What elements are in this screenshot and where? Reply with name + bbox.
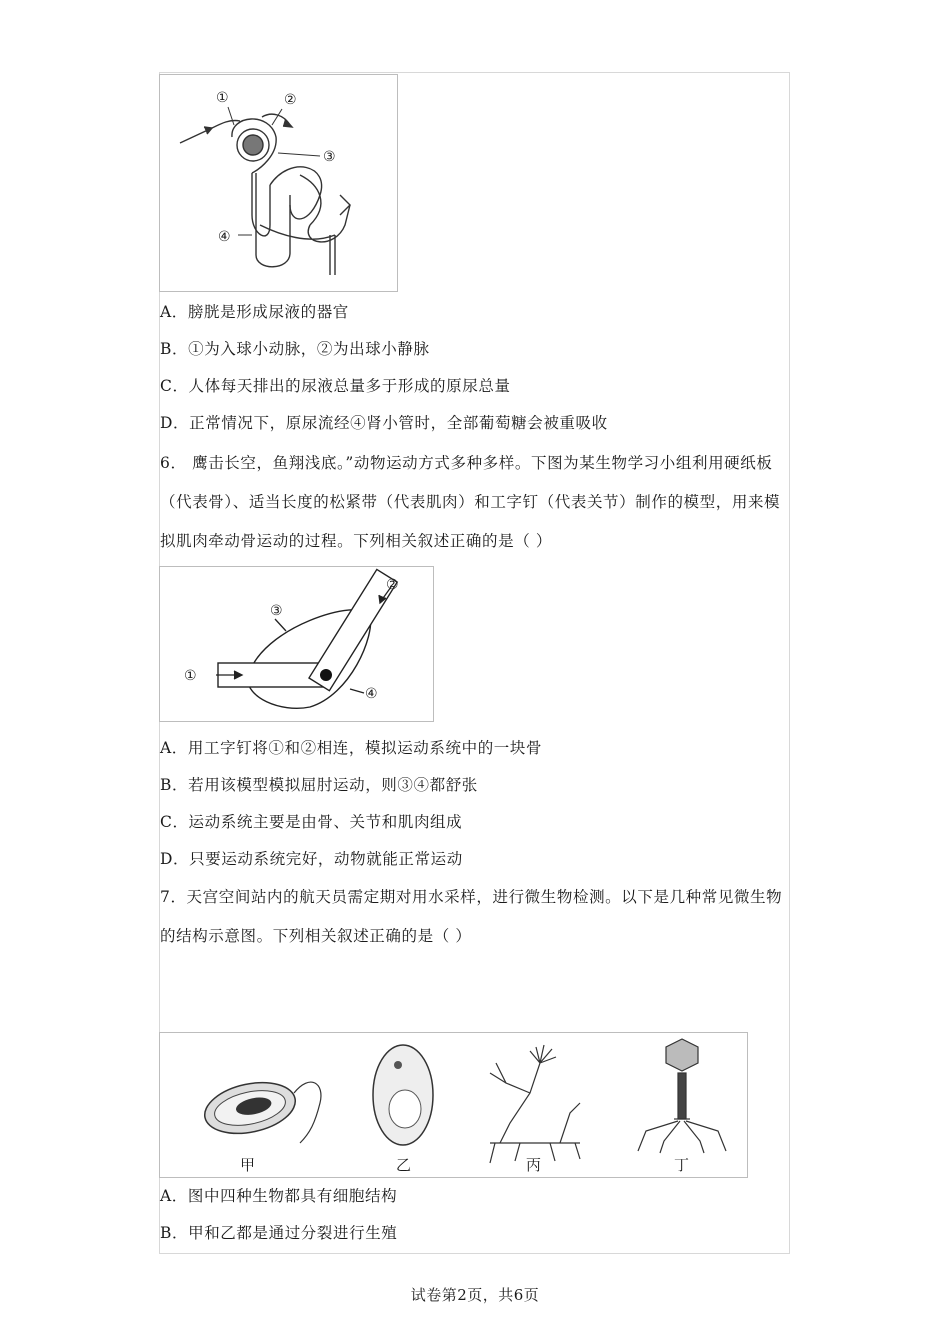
page-footer: 试卷第2页，共6页 [410,1286,540,1304]
label-1: ① [184,668,197,684]
nephron-diagram [160,75,397,291]
bacterium-drawing [200,1075,321,1143]
label-1: ① [216,90,229,106]
label-4: ④ [365,686,378,702]
nephron-labels [216,90,336,245]
q7-option-a: A．图中四种生物都具有细胞结构 [160,1187,398,1205]
yeast-drawing [373,1045,433,1145]
mold-drawing [490,1045,580,1163]
q7-stem: 7．天宫空间站内的航天员需定期对用水采样，进行微生物检测。以下是几种常见微生物的结构示意图。下列相关叙述正确的是（ ） [160,888,783,945]
bacteriophage-drawing [638,1039,726,1153]
muscle-model-diagram [160,567,433,721]
caption-ding: 丁 [674,1156,690,1174]
q6-stem: 6． 鹰击长空，鱼翔浅底。”动物运动方式多种多样。下图为某生物学习小组利用硬纸板（代表骨）、适当长度的松紧带（代表肌肉）和工字钉（代表关节）制作的模型，用来模拟肌肉牵动骨运动的过程。下列相关叙述正确的是（ ） [160,454,781,550]
muscle-model-figure [159,566,434,722]
q5-option-b: B．①为入球小动脉，②为出球小静脉 [160,340,430,358]
label-4: ④ [218,229,231,245]
q6-option-c: C．运动系统主要是由骨、关节和肌肉组成 [160,813,463,831]
microbes-figure [159,1032,748,1178]
q5-option-d: D．正常情况下，原尿流经④肾小管时，全部葡萄糖会被重吸收 [160,414,608,432]
q5-option-a: A．膀胱是形成尿液的器官 [160,303,349,321]
q5-option-c: C．人体每天排出的尿液总量多于形成的原尿总量 [160,377,511,395]
q6-option-a: A．用工字钉将①和②相连，模拟运动系统中的一块骨 [160,739,543,757]
label-2: ② [284,92,297,108]
caption-jia: 甲 [240,1156,256,1174]
q7-option-b: B．甲和乙都是通过分裂进行生殖 [160,1224,398,1242]
caption-yi: 乙 [396,1156,412,1174]
label-3: ③ [323,149,336,165]
caption-bing: 丙 [526,1156,542,1174]
q6-option-b: B．若用该模型模拟屈肘运动，则③④都舒张 [160,776,478,794]
q6-option-d: D．只要运动系统完好，动物就能正常运动 [160,850,463,868]
nephron-figure [159,74,398,292]
label-2: ② [386,577,399,593]
label-3: ③ [270,603,283,619]
